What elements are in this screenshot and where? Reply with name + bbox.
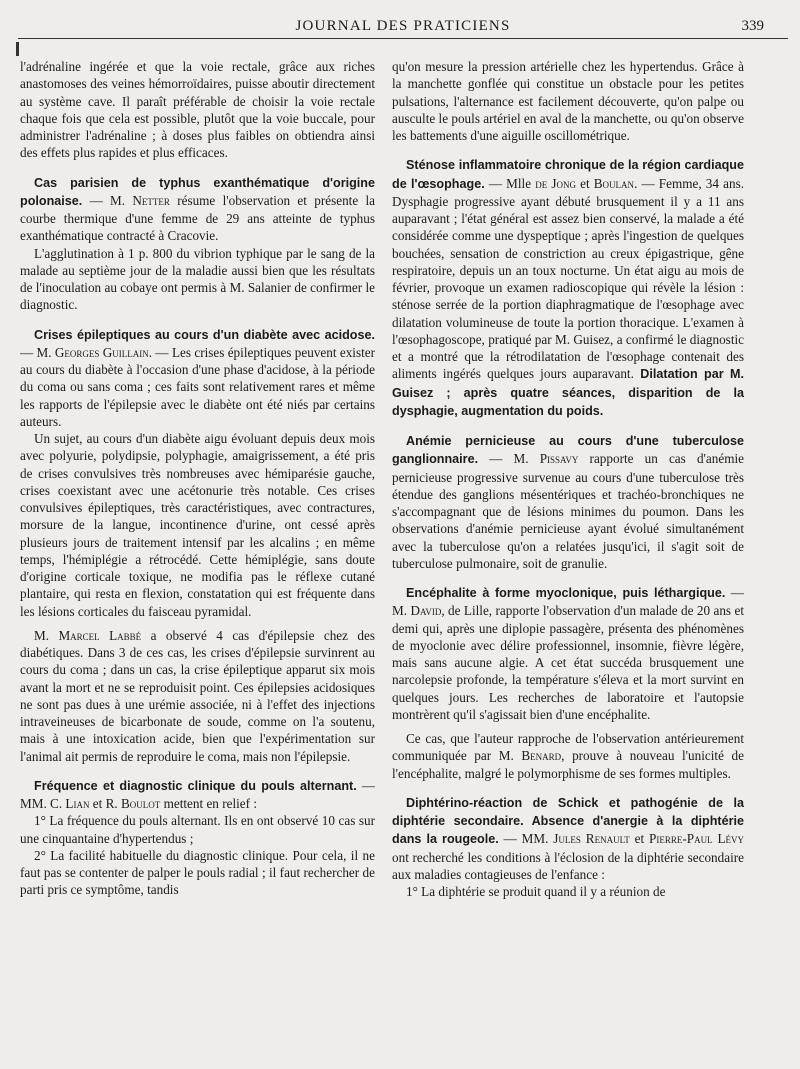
author-name: C. Lian [50, 796, 90, 811]
author-name: Pierre-Paul Lévy [649, 831, 744, 847]
paragraph: L'agglutination à 1 p. 800 du vibrion typhique par le sang de la malade au septième jour de la maladie aussi bien que les résultats de l'inoculation au cobaye ont permis à M. Salanier de confirmer le diagnostic. [20, 245, 375, 313]
section-heading: Diphtérino-réaction de Schick et pathogénie de la diphtérie secondaire. Absence d'anergie à la diphtérie dans la rougeole. [392, 795, 744, 847]
author-name: R. Boulot [105, 796, 161, 811]
section-heading: Cas parisien de typhus exanthématique d'origine polonaise. [20, 175, 375, 208]
section-heading: Encéphalite à forme myoclonique, puis léthargique. [406, 586, 726, 600]
section-heading: Crises épileptiques au cours d'un diabète avec acidose. [34, 327, 375, 342]
author-name: de Jong [535, 175, 576, 191]
paragraph: Ce cas, que l'auteur rapproche de l'observation antérieurement communiquée par M. Benard, prouve à nouveau l'unicité de l'encéphalite, malgré le polymorphisme de ses formes multiples. [392, 731, 744, 781]
list-item: 1° La fréquence du pouls alternant. Ils en ont observé 10 cas sur une cinquantaine d'hypertendus ; [20, 813, 375, 846]
left-column [20, 58, 375, 1063]
margin-mark [16, 42, 19, 56]
paragraph-continuation: l'adrénaline ingérée et que la voie rectale, grâce aux riches anastomoses des veines hémorroïdaires, puisse aboutir directement au système cave. Il paraît préférable de choisir la voie rectale chaque fois que cela est possible, plutôt que la voie buccale, pour administrer l'adrénaline ; à doses plus faibles on obtiendra ainsi des effets plus rapides et plus efficaces. [20, 59, 375, 161]
author-name: Georges Guillain [54, 344, 149, 360]
running-title: JOURNAL DES PRATICIENS [295, 18, 511, 34]
list-item: 1° La diphtérie se produit quand il y a réunion de [406, 884, 666, 899]
paragraph: Un sujet, au cours d'un diabète aigu évoluant depuis deux mois avec polyurie, polydipsie, polyphagie, amaigrissement, a été pris de crises convulsives très nombreuses avec hémiparésie gauche, crises coexistant avec une acétonurie très notable. Ces crises convulsives épileptiques, très caractéristiques, avec contractures, morsure de la langue, incontinence d'urine, ont cessé après plusieurs jours de traitement intensif par les alcalins ; en même temps, l'hémiplégie a rétrocédé. Cette hémiplégie, sans doute d'origine corticale toxique, ne modifia pas le réflexe cutané plantaire, qui resta en flexion, constatation qui est fréquente dans les lésions corticales du faisceau pyramidal. [20, 431, 375, 619]
bold-conclusion: Dilatation par M. Guisez ; après quatre séances, disparition de la dysphagie, augmentation du poids. [392, 367, 744, 418]
right-column [392, 58, 744, 1063]
section-heading: Anémie pernicieuse au cours d'une tuberculose ganglionnaire. [392, 434, 744, 467]
section-heading: Fréquence et diagnostic clinique du pouls alternant. [34, 778, 357, 793]
section-encephalitis: Encéphalite à forme myoclonique, puis léthargique. — M. David, de Lille, rapporte l'observation d'un malade de 20 ans et demi qui, après une diplopie passagère, présenta des phénomènes de myoclonie avec délire professionnel, insomnie, fièvre légère, mais sans aucune algie. A cet état succéda brusquement une narcolepsie profonde, la température s'éleva et la mort survint en quelques jours. Les recherches de laboratoire et l'autopsie montrèrent qu'il s'agissait bien d'une encéphalite. [392, 585, 744, 722]
author-name: Pissavy [539, 451, 579, 467]
page-header [18, 14, 788, 40]
paragraph: M. Marcel Labbé a observé 4 cas d'épilepsie chez des diabétiques. Dans 3 de ces cas, les crises d'épilepsie survinrent au cours du coma ; dans un cas, la crise épileptique apparut six mois avant la mort et ne se reproduisit point. Ces épilepsies acidosiques ne sont pas dues à une urémie associée, ni à l'effet des injections intraveineuses de bicarbonate de soude, comme on l'a soutenu, mais à une intoxication acide, bien que l'expérimentation sur l'animal ait permis de reproduire le coma, mais non l'épilepsie. [20, 627, 375, 764]
author-name: Netter [132, 192, 170, 208]
section-anemia: Anémie pernicieuse au cours d'une tuberculose ganglionnaire. — M. Pissavy rapporte un cas d'anémie pernicieuse progressive survenue au cours d'une tuberculose très étendue des ganglions mésentériques et trachéo-bronchiques ne s'accompagnant que de lésions minimes du poumon. Dans les observations d'anémie pernicieuse ayant évolué simultanément avec la tuberculose qu'on a relatées jusqu'ici, il s'agit soit de tuberculose pulmonaire, soit de granulie. [392, 434, 744, 571]
author-name: Benard [521, 748, 562, 764]
paragraph-continuation: qu'on mesure la pression artérielle chez les hypertendus. Grâce à la manchette gonflée qui constitue un obstacle pour les petites pulsations, l'alternance est facilement découverte, qu'on palpe ou ausculte le pouls artériel en aval de la manchette, ou qu'on observe les battements d'une aiguille oscillométrique. [392, 59, 744, 143]
author-name: Marcel Labbé [58, 627, 142, 643]
author-name: David [410, 603, 442, 619]
section-pulse: Fréquence et diagnostic clinique du pouls alternant. — MM. C. Lian et R. Boulot mettent en relief : [20, 777, 375, 811]
section-typhus: Cas parisien de typhus exanthématique d'origine polonaise. — M. Netter résume l'observation et présente la courbe thermique d'une femme de 29 ans atteinte de typhus exanthématique contracté à Cracovie. [20, 175, 375, 244]
section-oesophagus: Sténose inflammatoire chronique de la région cardiaque de l'œsophage. — Mlle de Jong et Boulan. — Femme, 34 ans. Dysphagie progressive ayant débuté brusquement il y a 11 ans auparavant ; l'état général est assez bien conservé, la malade a été considérée comme une dyspeptique ; après l'ingestion de quelques bouchées, sensation de constriction au creux épigastrique, gêne respiratoire, depuis un an toux nocturne. Un état aigu au mois de février, provoque un examen radioscopique qui révèle la lésion : sténose serrée de la portion diaphragmatique de l'œsophage avec dilatation volumineuse de toute la portion thoracique. L'examen à l'œsophagoscope, pratiqué par M. Guisez, a confirmé le diagnostic et a montré que la rétrodilatation de l'œsophage contenait des aliments ingérés quelques jours auparavant. Dilatation par M. Guisez ; après quatre séances, disparition de la dysphagie, augmentation du poids. [392, 158, 744, 418]
list-item: 2° La facilité habituelle du diagnostic clinique. Pour cela, il ne faut pas se contenter de palper le pouls radial ; il faut rechercher de parti pris ce symptôme, tandis [20, 847, 375, 898]
page-number: 339 [741, 18, 764, 34]
section-diphtheria: Diphtérino-réaction de Schick et pathogénie de la diphtérie secondaire. Absence d'anergie à la diphtérie dans la rougeole. — MM. Jules Renault et Pierre-Paul Lévy ont recherché les conditions à l'éclosion de la diphtérie secondaire aux maladies contagieuses de l'enfance : [392, 795, 744, 882]
section-heading: Sténose inflammatoire chronique de la région cardiaque de l'œsophage. [392, 158, 744, 191]
author-name: Jules Renault [553, 831, 630, 847]
header-rule [18, 38, 788, 39]
author-name: Boulan [593, 175, 635, 191]
section-epilepsy: Crises épileptiques au cours d'un diabète avec acidose. — M. Georges Guillain. — Les crises épileptiques peuvent exister au cours du diabète à l'occasion d'une phase d'acidose, à la période du coma ou sans coma ; ces faits sont relativement rares et même les rapports de l'épilepsie avec le diabète ont été niés par certains auteurs. [20, 327, 375, 429]
